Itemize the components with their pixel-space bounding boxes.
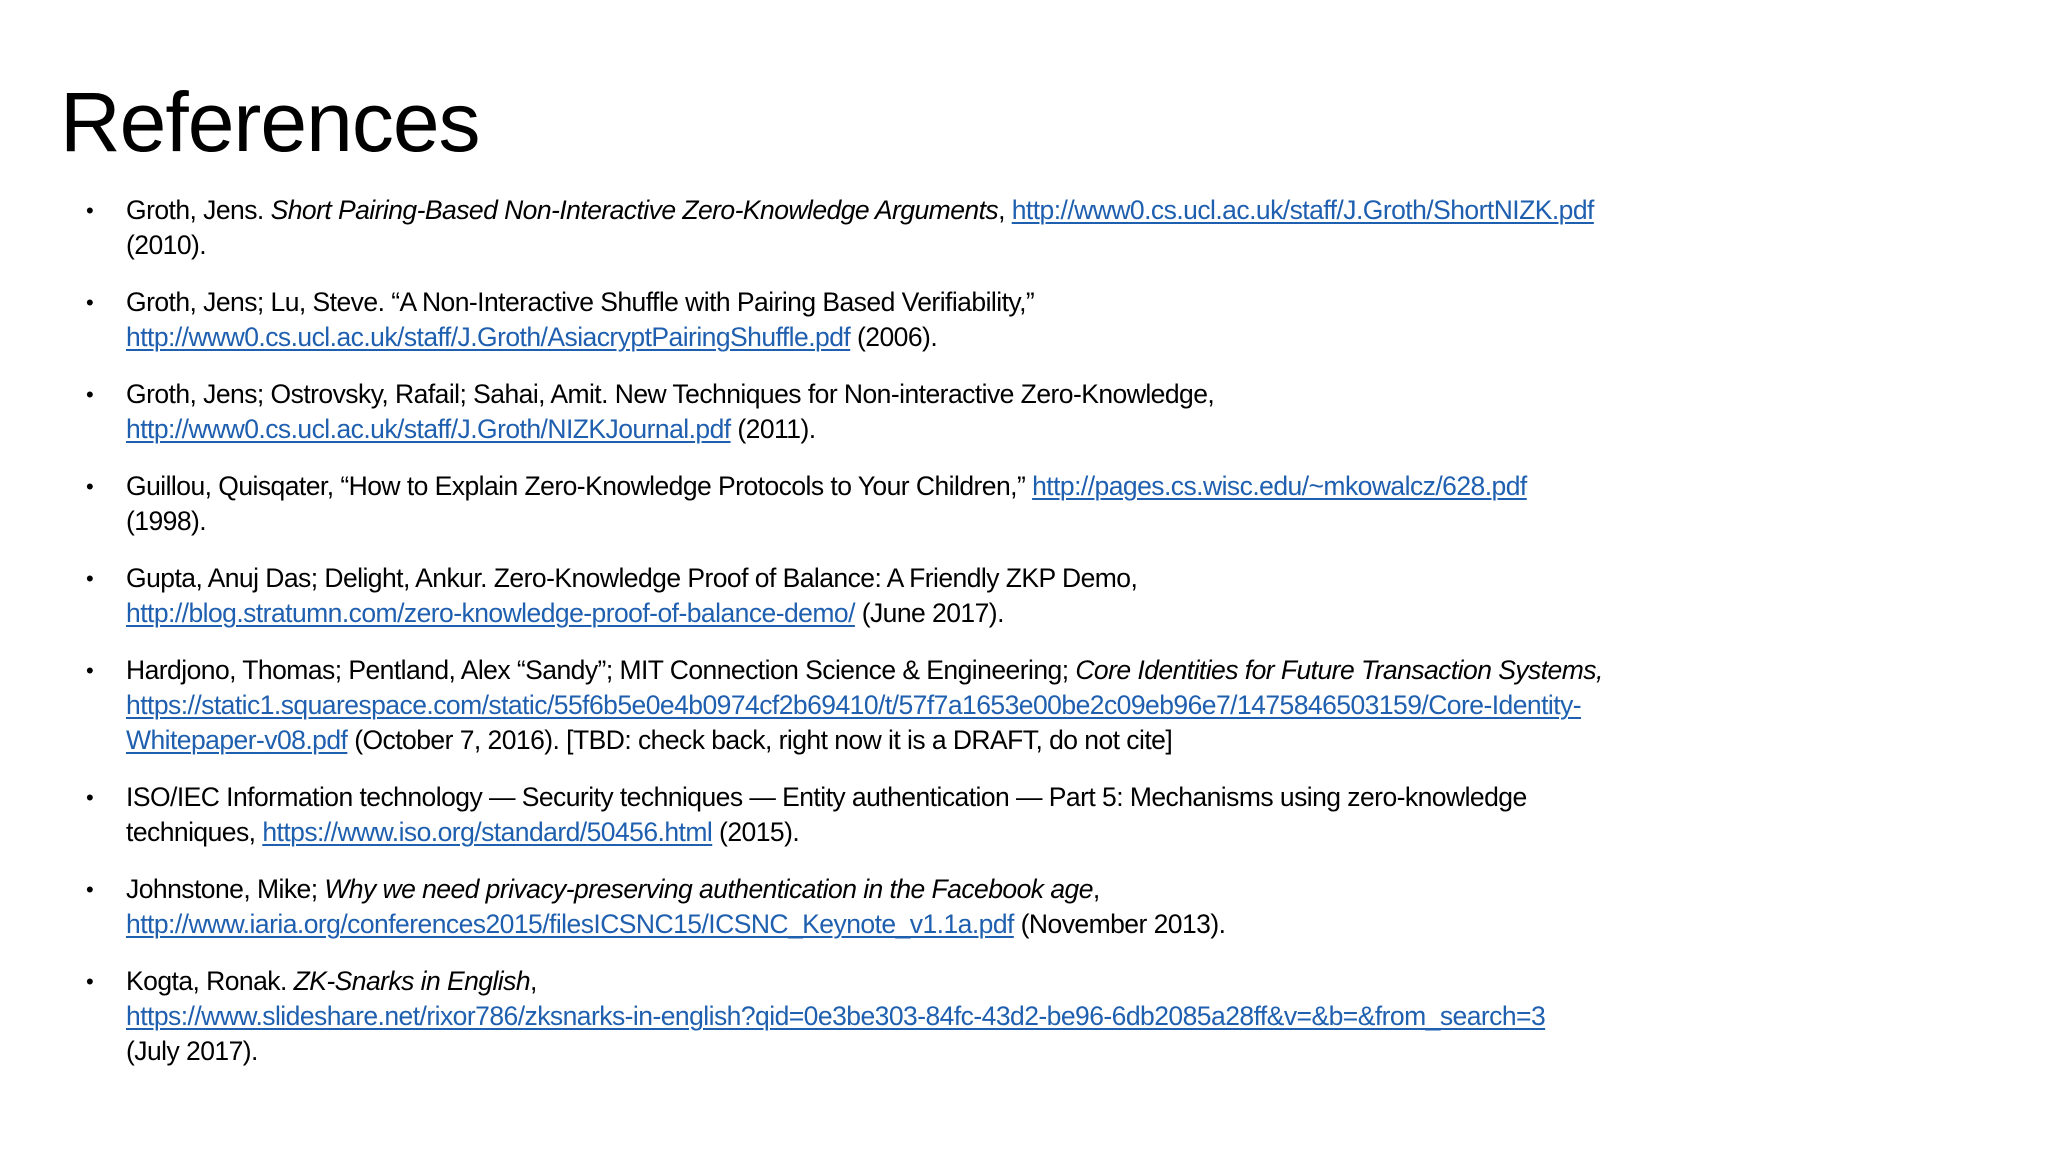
reference-item xyxy=(86,285,1946,355)
reference-separator: , xyxy=(530,966,537,996)
reference-item xyxy=(86,561,1946,631)
reference-line xyxy=(126,561,1946,596)
reference-item xyxy=(86,872,1946,942)
reference-line xyxy=(126,596,1946,631)
reference-line xyxy=(126,285,1946,320)
reference-line xyxy=(126,193,1946,228)
reference-line xyxy=(126,723,1946,758)
reference-line xyxy=(126,377,1946,412)
reference-list xyxy=(86,193,1946,1091)
reference-text: Kogta, Ronak. xyxy=(126,966,294,996)
reference-date: (2011). xyxy=(730,414,816,444)
bullet-icon: • xyxy=(86,969,94,994)
reference-title: Why we need privacy-preserving authentication in the Facebook age xyxy=(324,874,1093,904)
reference-link[interactable]: https://www.slideshare.net/rixor786/zksnarks-in-english?qid=0e3be303-84fc-43d2-be96-6db2085a28ff&v=&b=&from_search=3 xyxy=(126,1001,1546,1031)
reference-author: Groth, Jens. xyxy=(126,195,271,225)
reference-item xyxy=(86,193,1946,263)
reference-line xyxy=(126,228,1946,263)
reference-line xyxy=(126,907,1946,942)
bullet-icon: • xyxy=(86,877,94,902)
reference-text: Groth, Jens; Lu, Steve. “A Non-Interactive Shuffle with Pairing Based Verifiability,” xyxy=(126,287,1035,317)
reference-line xyxy=(126,780,1946,815)
reference-text: Guillou, Quisqater, “How to Explain Zero-Knowledge Protocols to Your Children,” xyxy=(126,471,1033,501)
reference-line xyxy=(126,504,1946,539)
reference-item xyxy=(86,780,1946,850)
bullet-icon: • xyxy=(86,785,94,810)
reference-date: (1998). xyxy=(126,506,207,536)
reference-line xyxy=(126,320,1946,355)
reference-date: (2015). xyxy=(712,817,800,847)
reference-date: (July 2017). xyxy=(126,1036,258,1066)
bullet-icon: • xyxy=(86,382,94,407)
bullet-icon: • xyxy=(86,566,94,591)
bullet-icon: • xyxy=(86,474,94,499)
reference-item xyxy=(86,964,1946,1069)
reference-title: ZK-Snarks in English xyxy=(293,966,531,996)
reference-line xyxy=(126,1034,1946,1069)
reference-title: Core Identities for Future Transaction Systems, xyxy=(1075,655,1603,685)
reference-separator: , xyxy=(1092,874,1100,904)
bullet-icon: • xyxy=(86,290,94,315)
slide-title: References xyxy=(60,75,480,169)
reference-date-note: (October 7, 2016). [TBD: check back, right now it is a DRAFT, do not cite] xyxy=(347,725,1173,755)
reference-date: (2010). xyxy=(126,230,207,260)
reference-line xyxy=(126,815,1946,850)
reference-text: techniques, xyxy=(126,817,263,847)
bullet-icon: • xyxy=(86,198,94,223)
reference-line xyxy=(126,964,1946,999)
reference-text: Johnstone, Mike; xyxy=(126,874,325,904)
reference-link[interactable]: http://www0.cs.ucl.ac.uk/staff/J.Groth/AsiacryptPairingShuffle.pdf xyxy=(126,322,851,352)
reference-link[interactable]: http://blog.stratumn.com/zero-knowledge-proof-of-balance-demo/ xyxy=(126,598,855,628)
reference-link[interactable]: https://www.iso.org/standard/50456.html xyxy=(262,817,713,847)
reference-item xyxy=(86,377,1946,447)
reference-item xyxy=(86,469,1946,539)
reference-line xyxy=(126,872,1946,907)
reference-line xyxy=(126,999,1946,1034)
reference-date: (November 2013). xyxy=(1013,909,1226,939)
reference-date: (June 2017). xyxy=(854,598,1004,628)
reference-link[interactable]: http://www0.cs.ucl.ac.uk/staff/J.Groth/NIZKJournal.pdf xyxy=(126,414,731,444)
reference-link[interactable]: http://www0.cs.ucl.ac.uk/staff/J.Groth/ShortNIZK.pdf xyxy=(1011,195,1594,225)
reference-text: Gupta, Anuj Das; Delight, Ankur. Zero-Knowledge Proof of Balance: A Friendly ZKP Demo, xyxy=(126,563,1138,593)
reference-text: Hardjono, Thomas; Pentland, Alex “Sandy”; MIT Connection Science & Engineering; xyxy=(126,655,1076,685)
reference-line xyxy=(126,412,1946,447)
reference-separator: , xyxy=(998,195,1012,225)
reference-line xyxy=(126,653,1946,688)
bullet-icon: • xyxy=(86,658,94,683)
reference-date: (2006). xyxy=(850,322,938,352)
reference-link-continued[interactable]: Whitepaper-v08.pdf xyxy=(126,725,348,755)
reference-link[interactable]: https://static1.squarespace.com/static/55f6b5e0e4b0974cf2b69410/t/57f7a1653e00be2c09eb96e7/1475846503159/Core-Identity- xyxy=(126,690,1582,720)
reference-link[interactable]: http://pages.cs.wisc.edu/~mkowalcz/628.pdf xyxy=(1032,471,1527,501)
reference-title: Short Pairing-Based Non-Interactive Zero-Knowledge Arguments xyxy=(270,195,999,225)
reference-line xyxy=(126,688,1946,723)
reference-text: Groth, Jens; Ostrovsky, Rafail; Sahai, Amit. New Techniques for Non-interactive Zero-Knowledge, xyxy=(126,379,1215,409)
reference-text: ISO/IEC Information technology — Security techniques — Entity authentication — Part 5: Mechanisms using zero-knowledge xyxy=(126,782,1527,812)
reference-link[interactable]: http://www.iaria.org/conferences2015/filesICSNC15/ICSNC_Keynote_v1.1a.pdf xyxy=(126,909,1014,939)
reference-line xyxy=(126,469,1946,504)
reference-item xyxy=(86,653,1946,758)
